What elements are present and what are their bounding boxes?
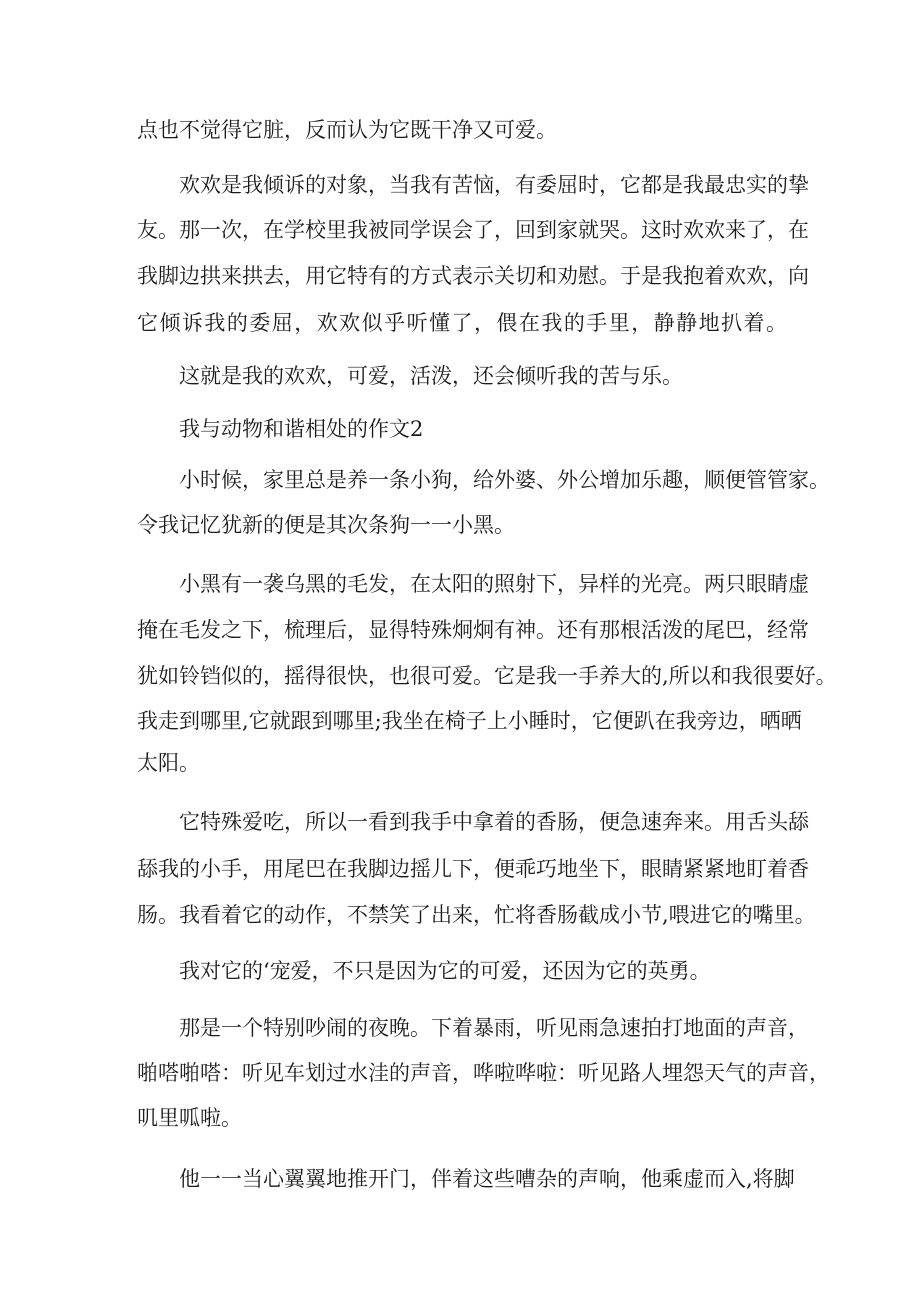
paragraph-first-line: 小黑有一袭乌黑的毛发，在太阳的照射下，异样的光亮。两只眼睛虚: [179, 572, 809, 596]
paragraph-first-line: 我对它的‘宠爱，不只是因为它的可爱，还因为它的英勇。: [179, 959, 711, 983]
text-line: 我脚边拱来拱去，用它特有的方式表示关切和劝慰。于是我抱着欢欢，向: [137, 264, 809, 288]
paragraph-first-line: 欢欢是我倾诉的对象，当我有苦恼，有委屈时，它都是我最忠实的挚: [179, 173, 809, 197]
text-line: 点也不觉得它脏，反而认为它既干净又可爱。: [137, 118, 557, 142]
text-line: 犹如铃铛似的，摇得很快，也很可爱。它是我一手养大的,所以和我很要好。: [137, 664, 837, 688]
text-line: 太阳。: [137, 751, 200, 775]
text-line: 肠。我看着它的动作，不禁笑了出来，忙将香肠截成小节,喂进它的嘴里。: [137, 903, 816, 927]
text-line: 友。那一次，在学校里我被同学误会了，回到家就哭。这时欢欢来了，在: [137, 218, 809, 242]
text-line: 它倾诉我的委屈，欢欢似乎听懂了，偎在我的手里，静静地扒着。: [137, 311, 787, 335]
text-line: 啪嗒啪嗒：听见车划过水洼的声音，哗啦哗啦：听见路人埋怨天气的声音，: [137, 1061, 830, 1085]
paragraph-first-line: 它特殊爱吃，所以一看到我手中拿着的香肠，便急速奔来。用舌头舔: [179, 810, 809, 834]
text-line: 叽里呱啦。: [137, 1106, 242, 1130]
section-heading: 我与动物和谐相处的作文2: [179, 417, 424, 441]
paragraph-first-line: 小时候，家里总是养一条小狗，给外婆、外公增加乐趣，顺便管管家。: [179, 468, 830, 492]
paragraph-first-line: 那是一个特别吵闹的夜晚。下着暴雨，听见雨急速拍打地面的声音，: [179, 1016, 809, 1040]
text-line: 舔我的小手，用尾巴在我脚边摇儿下，便乖巧地坐下，眼睛紧紧地盯着香: [137, 857, 809, 881]
paragraph-first-line: 他一一当心翼翼地推开门，伴着这些嘈杂的声响，他乘虚而入,将脚: [179, 1167, 795, 1191]
text-line: 掩在毛发之下，梳理后，显得特殊炯炯有神。还有那根活泼的尾巴，经常: [137, 618, 809, 642]
paragraph-first-line: 这就是我的欢欢，可爱，活泼，还会倾听我的苦与乐。: [179, 364, 683, 388]
text-line: 令我记忆犹新的便是其次条狗一一小黑。: [137, 513, 515, 537]
text-line: 我走到哪里,它就跟到哪里;我坐在椅子上小睡时，它便趴在我旁边，晒晒: [137, 709, 802, 733]
